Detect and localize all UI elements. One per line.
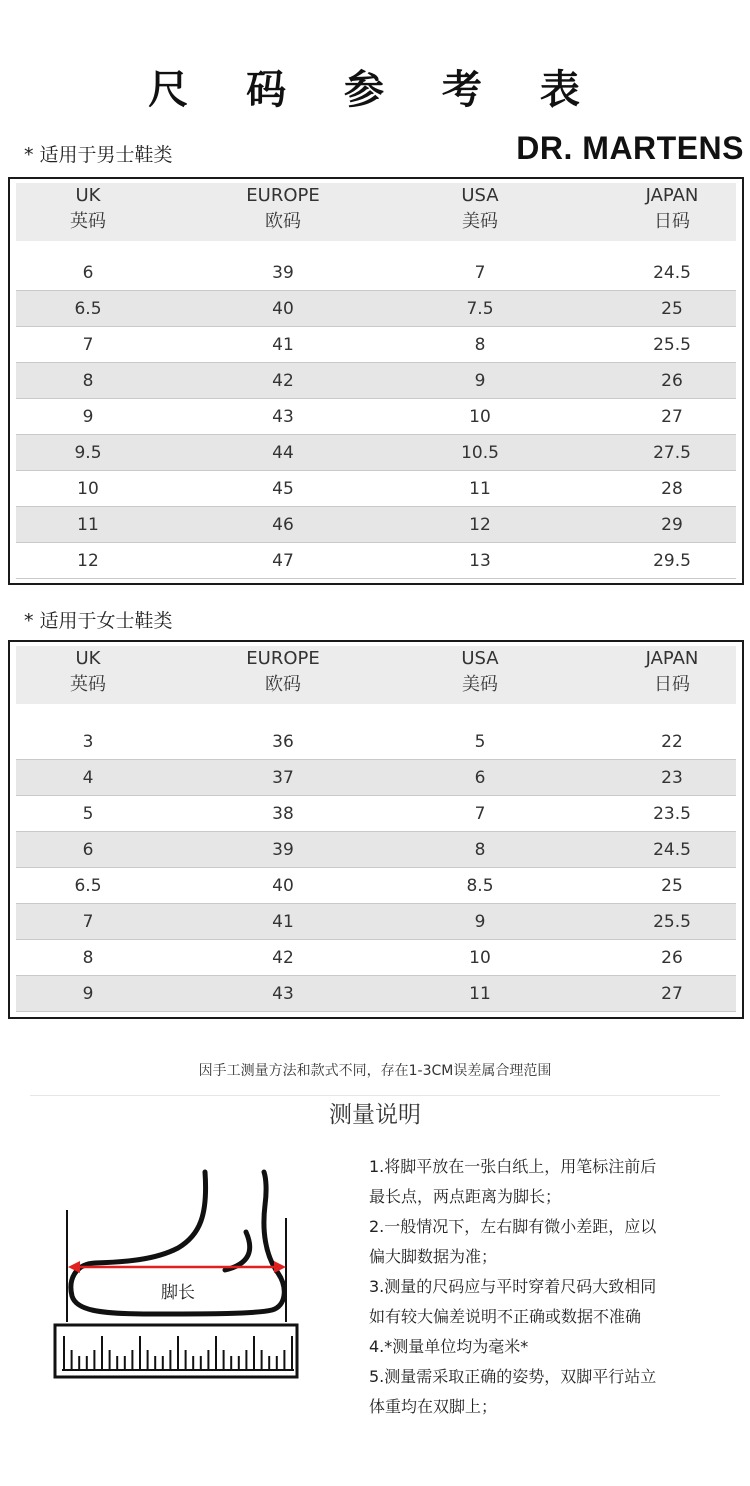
table-cell: 42 (272, 948, 294, 968)
table-cell: 23.5 (653, 804, 691, 824)
table-row (16, 363, 736, 399)
table-row (16, 796, 736, 832)
table-row (16, 940, 736, 976)
instruction-line: 5.测量需采取正确的姿势，双脚平行站立 (369, 1367, 657, 1386)
page-title: 尺 码 参 考 表 (148, 67, 602, 113)
header-japan: JAPAN 日码 (645, 185, 699, 232)
table-row (16, 904, 736, 940)
men-section-label: * 适用于男士鞋类 (24, 144, 173, 166)
table-cell: 10 (77, 479, 99, 499)
table-cell: 42 (272, 371, 294, 391)
table-cell: 39 (272, 840, 294, 860)
table-cell: 24.5 (653, 263, 691, 283)
table-cell: 46 (272, 515, 294, 535)
measurement-note: 因手工测量方法和款式不同，存在1-3CM误差属合理范围 (198, 1063, 552, 1079)
header-europe: EUROPE 欧码 (246, 648, 320, 695)
header-japan: JAPAN 日码 (645, 648, 699, 695)
table-cell: 8 (474, 335, 486, 355)
table-cell: 9 (474, 371, 486, 391)
foot-ruler-illustration (50, 1160, 310, 1390)
table-cell: 44 (272, 443, 294, 463)
table-cell: 43 (272, 407, 294, 427)
table-cell: 5 (474, 732, 486, 752)
table-cell: 24.5 (653, 840, 691, 860)
table-cell: 10 (469, 948, 491, 968)
header-uk: UK 英码 (70, 648, 106, 695)
table-cell: 8.5 (466, 876, 494, 896)
women-section-label: * 适用于女士鞋类 (24, 610, 173, 632)
table-row (16, 724, 736, 760)
table-cell: 40 (272, 299, 294, 319)
table-row (16, 435, 736, 471)
table-cell: 6.5 (74, 299, 102, 319)
header-usa: USA 美码 (461, 185, 499, 232)
men-size-table (8, 177, 744, 585)
table-cell: 38 (272, 804, 294, 824)
table-cell: 41 (272, 335, 294, 355)
table-cell: 9 (82, 407, 94, 427)
table-cell: 11 (469, 479, 491, 499)
table-cell: 29.5 (653, 551, 691, 571)
instruction-line: 如有较大偏差说明不正确或数据不准确 (369, 1307, 642, 1326)
table-cell: 43 (272, 984, 294, 1004)
table-cell: 6 (82, 263, 94, 283)
table-row (16, 399, 736, 435)
table-cell: 9 (82, 984, 94, 1004)
header-europe: EUROPE 欧码 (246, 185, 320, 232)
table-row (16, 832, 736, 868)
table-cell: 25 (661, 299, 683, 319)
women-size-table (8, 640, 744, 1019)
table-cell: 3 (82, 732, 94, 752)
table-cell: 27.5 (653, 443, 691, 463)
table-cell: 8 (474, 840, 486, 860)
instruction-line: 2.一般情况下，左右脚有微小差距，应以 (369, 1217, 657, 1236)
brand-name: DR. MARTENS (516, 130, 744, 166)
table-cell: 12 (469, 515, 491, 535)
table-cell: 7 (474, 263, 486, 283)
ankle-curve-icon (225, 1232, 250, 1270)
measure-instructions (369, 1152, 699, 1422)
arrow-right-icon (274, 1261, 286, 1273)
table-cell: 7 (82, 335, 94, 355)
table-cell: 12 (77, 551, 99, 571)
table-cell: 6.5 (74, 876, 102, 896)
table-row (16, 760, 736, 796)
table-cell: 39 (272, 263, 294, 283)
table-cell: 11 (77, 515, 99, 535)
table-row (16, 327, 736, 363)
table-cell: 10.5 (461, 443, 499, 463)
table-cell: 29 (661, 515, 683, 535)
table-cell: 26 (661, 948, 683, 968)
table-header (16, 183, 736, 241)
table-cell: 8 (82, 948, 94, 968)
table-cell: 23 (661, 768, 683, 788)
table-cell: 47 (272, 551, 294, 571)
table-cell: 13 (469, 551, 491, 571)
table-cell: 41 (272, 912, 294, 932)
table-cell: 9.5 (74, 443, 102, 463)
measure-title: 测量说明 (329, 1102, 421, 1128)
table-cell: 45 (272, 479, 294, 499)
table-row (16, 471, 736, 507)
table-cell: 25.5 (653, 335, 691, 355)
instruction-line: 1.将脚平放在一张白纸上，用笔标注前后 (369, 1157, 657, 1176)
table-cell: 28 (661, 479, 683, 499)
table-cell: 5 (82, 804, 94, 824)
instruction-line: 偏大脚数据为准； (369, 1247, 498, 1266)
instruction-line: 体重均在双脚上； (369, 1397, 498, 1416)
table-cell: 7 (474, 804, 486, 824)
table-cell: 9 (474, 912, 486, 932)
table-row (16, 291, 736, 327)
table-row (16, 976, 736, 1012)
table-cell: 6 (474, 768, 486, 788)
foot-length-label: 脚长 (161, 1283, 195, 1303)
header-usa: USA 美码 (461, 648, 499, 695)
table-cell: 27 (661, 984, 683, 1004)
foot-measure-diagram (50, 1160, 310, 1390)
table-cell: 6 (82, 840, 94, 860)
table-cell: 37 (272, 768, 294, 788)
table-row (16, 868, 736, 904)
table-cell: 27 (661, 407, 683, 427)
table-cell: 26 (661, 371, 683, 391)
table-cell: 8 (82, 371, 94, 391)
table-cell: 22 (661, 732, 683, 752)
table-cell: 25.5 (653, 912, 691, 932)
table-cell: 7 (82, 912, 94, 932)
table-cell: 4 (82, 768, 94, 788)
table-header (16, 646, 736, 704)
instruction-line: 最长点，两点距离为脚长； (369, 1187, 562, 1206)
table-cell: 40 (272, 876, 294, 896)
header-uk: UK 英码 (70, 185, 106, 232)
instruction-line: 3.测量的尺码应与平时穿着尺码大致相同 (369, 1277, 657, 1296)
table-cell: 36 (272, 732, 294, 752)
table-cell: 10 (469, 407, 491, 427)
table-cell: 7.5 (466, 299, 494, 319)
instruction-line: 4.*测量单位均为毫米* (369, 1337, 529, 1356)
table-cell: 25 (661, 876, 683, 896)
table-cell: 11 (469, 984, 491, 1004)
table-row (16, 507, 736, 543)
table-row (16, 543, 736, 579)
table-row (16, 255, 736, 291)
